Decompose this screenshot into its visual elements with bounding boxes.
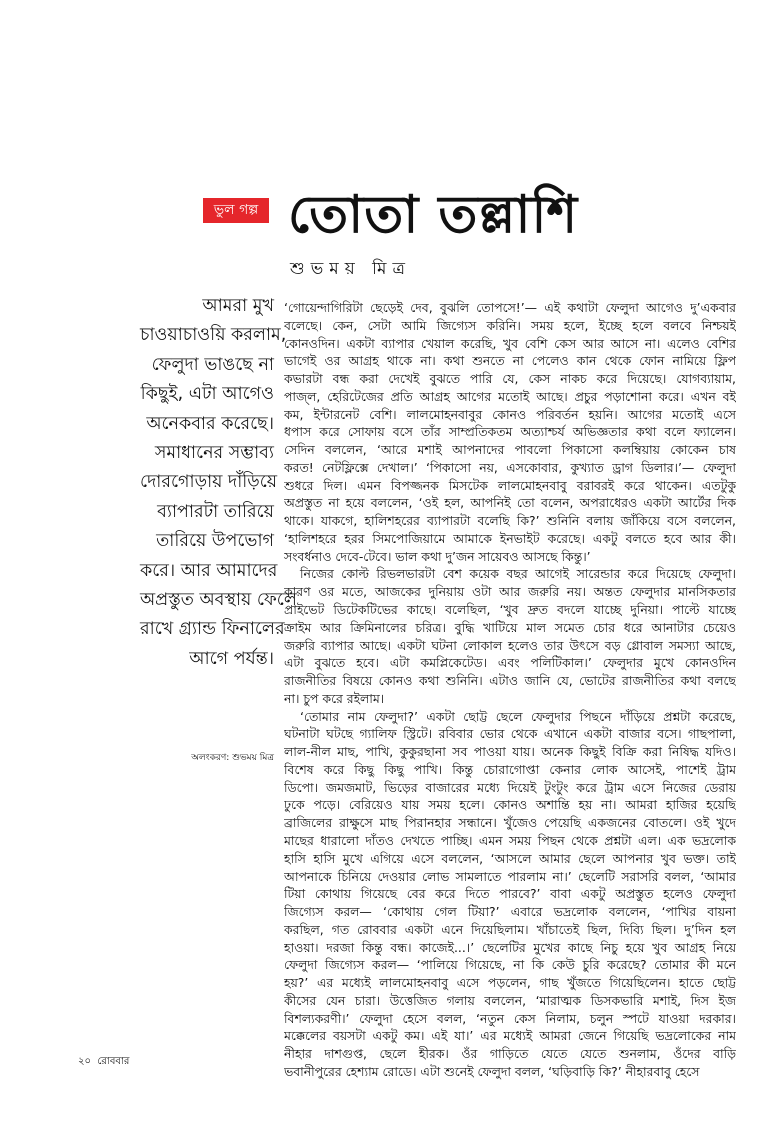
text-line: ‘তোমার নাম ফেলুদা?’ একটা ছোট্ট ছেলে ফেলুদার পিছনে দাঁড়িয়ে প্রশ্নটা করেছে, [300,708,736,724]
text-line: রাজনীতির বিষয়ে কোনও কথা শুনিনি। এটাও জানি যে, ভোটের রাজনীতির কথা বলছে [284,673,736,689]
text-line: ডিপো। জমজমাট, ভিড়ের বাজারের মধ্যে দিয়েই টুংটুং করে ট্রাম এসে নিজের ডেরায় [284,779,736,795]
text-line: ঢুকে পড়ে। বেরিয়েও যায় সময় হলে। কোনও অশান্তি হয় না। আমরা হাজির হয়েছি [284,797,736,813]
text-line: ভাগেই ওর আগ্রহ থাকে না। কথা শুনতে না পেলেও কান থেকে ফোন নামিয়ে ফ্লিপ [284,353,736,369]
pull-quote [140,292,297,674]
pull-quote-line: ব্যাপারটা তারিয়ে [157,501,274,522]
text-line: মক্কেলের বয়সটা একটু কম। এই যা।’ এর মধ্যেই আমরা জেনে গিয়েছি ভদ্রলোকের নাম [284,1028,736,1044]
text-line: পাজ্‌ল, হেরিটেজের প্রতি আগ্রহ আগের মতোই আছে। প্রচুর পড়াশোনা করে। এখন বই [284,388,736,404]
text-line: কারণ ওর মতে, আজকের দুনিয়ায় ওটা আর জরুরি নয়। অন্তত ফেলুদার মানসিকতার [284,584,736,600]
text-line: টিয়া কোথায় গিয়েছে বের করে দিতে পারবে?’ বাবা একটু অপ্রস্তুত হলেও ফেলুদা [284,886,736,902]
text-line: না। চুপ করে রইলাম। [284,690,385,706]
article-body [284,299,736,1081]
text-line: এটা বুঝতে হবে। এটা কমপ্লিকেটেড। এবং পলিটিকাল।’ ফেলুদার মুখে কোনওদিন [284,655,736,671]
text-line: কম, ইন্টারনেট বেশি। লালমোহনবাবুর কোনও পরিবর্তন হয়নি। আগের মতোই এসে [284,406,736,422]
paragraph [284,708,736,1081]
pull-quote-line: চাওয়াচাওয়ি করলাম, [140,325,287,346]
pull-quote-line: আগে পর্যন্ত। [189,648,274,669]
story-title: তোতা তল্লাশি [288,185,579,245]
text-line: নীহার দাশগুপ্ত, ছেলে হীরক। ওঁর গাড়িতে যেতে যেতে শুনলাম, ওঁদের বাড়ি [284,1046,736,1062]
text-line: করছিল, গত রোববার একটা এনে দিয়েছিলাম। খাঁচাতেই ছিল, দিব্যি ছিল। দু’দিন হল [284,921,736,937]
text-line: হাওয়া। দরজা কিন্তু বন্ধ। কাজেই...।’ ছেলেটির মুখের কাছে নিচু হয়ে খুব আগ্রহ নিয়ে [284,939,736,955]
section-badge: ভুল গল্প [203,198,269,223]
text-line: লাল-নীল মাছ, পাখি, কুকুরছানা সব পাওয়া যায়। অনেক কিছুই বিক্রি করা নিষিদ্ধ যদিও। [284,744,736,760]
pull-quote-line: করে। আর আমাদের [140,560,278,581]
pull-quote-line: সমাধানের সম্ভাব্য [154,443,274,464]
text-line: জরুরি ব্যাপার আছে। একটা ঘটনা লোকাল হলেও তার উৎসে বড় গ্লোবাল সমস্যা আছে, [284,637,736,653]
text-line: সংবর্ধনাও দেবে-টেবে। ভাল কথা দু’জন সায়েবও আসছে কিন্তু।’ [284,548,591,564]
author-byline: শুভময় মিত্র [290,259,411,279]
text-line: জিগ্যেস করল— ‘কোথায় গেল টিয়া?’ এবারে ভদ্রলোক বললেন, ‘পাখির বায়না [284,904,736,920]
pull-quote-line: অপ্রস্তুত অবস্থায় ফেলে [140,590,297,611]
magazine-name: রোববার [97,1056,130,1067]
text-line: ঘটনাটা ঘটছে গ্যালিফ স্ট্রিটে। রবিবার ভোর থেকে এখানে একটা বাজার বসে। গাছপালা, [284,726,736,742]
text-line: মাছের ধারালো দাঁতও দেখতে পাচ্ছি। এমন সময় পিছন থেকে প্রশ্নটা এল। এক ভদ্রলোক [284,832,736,848]
text-line: বিশল্যকরণী।’ ফেলুদা হেসে বলল, ‘নতুন কেস নিলাম, চলুন স্পটে যাওয়া দরকার। [284,1010,736,1026]
text-line: কীসের যেন চারা। উত্তেজিত গলায় বললেন, ‘মারাত্মক ডিসকভারি মশাই, দিস ইজ [284,992,736,1008]
pull-quote-line: আমরা মুখ [202,296,274,316]
text-line: অপ্রস্তুত না হয়ে বললেন, ‘ওই হল, আপনিই তো বলেন, অপরাধেরও একটা আর্টের দিক [284,495,736,511]
text-line: কোনওদিন। একটা ব্যাপার খেয়াল করেছি, খুব বেশি কেস আর আসে না। এলেও বেশির [284,335,736,351]
text-line: ধপাস করে সোফায় বসে তাঁর সাম্প্রতিকতম অত্যাশ্চর্য অভিজ্ঞতার কথা বলে ফ্যালেন। [284,424,736,440]
pull-quote-line: ফেলুদা ভাঙছে না [151,354,274,375]
text-line: নিজের কোল্ট রিভলভারটা বেশ কয়েক বছর আগেই সারেন্ডার করে দিয়েছে ফেলুদা। [300,566,736,582]
text-line: আপনাকে চিনিয়ে দেওয়ার লোভ সামলাতে পারলাম না।’ ছেলেটি সরাসরি বলল, ‘আমার [284,868,736,884]
illustration-credit: অলংকরণ: শুভময় মিত্র [191,753,274,763]
text-line: হাসি হাসি মুখে এগিয়ে এসে বললেন, ‘আসলে আমার ছেলে আপনার খুব ভক্ত। তাই [284,850,736,866]
paragraph [284,299,736,565]
pull-quote-line: অনেকবার করেছে। [146,413,274,434]
text-line: থাকে। যাকগে, হালিশহরের ব্যাপারটা বলেছি কি?’ শুনিনি বলায় জাঁকিয়ে বসে বললেন, [284,513,736,529]
pull-quote-line: রাখে গ্র্যান্ড ফিনালের [140,619,285,640]
text-line: ভবানীপুরের হেশ্যাম রোডে। এটা শুনেই ফেলুদা বলল, ‘ঘড়িবাড়ি কি?’ নীহারবাবু হেসে [284,1063,700,1079]
text-line: কভারটা বন্ধ করা দেখেই বুঝতে পারি যে, কেস নাকচ করে দিয়েছে। যোগব্যায়াম, [284,371,736,387]
page-footer [78,1054,129,1071]
text-line: ফেলুদা জিগ্যেস করল— ‘পালিয়ে গিয়েছে, না কি কেউ চুরি করেছে? তোমার কী মনে [284,957,736,973]
text-line: ‘হালিশহরে হরর সিমপোজিয়ামে আমাকে ইনভাইট করেছে। একটু বলতে হবে আর কী। [284,530,736,546]
text-line: ক্রাইম আর ক্রিমিনালের চরিত্র। বুদ্ধি খাটিয়ে মাল সমেত চোর ধরে আনাটার চেয়েও [284,619,736,635]
text-line: প্রাইভেট ডিটেকটিভের কাছে। বলেছিল, ‘খুব দ্রুত বদলে যাচ্ছে দুনিয়া। পাল্টে যাচ্ছে [284,602,736,618]
text-line: সেদিন বললেন, ‘আরে মশাই আপনাদের পাবলো পিকাসো কলম্বিয়ায় কোকেন চাষ [284,442,736,458]
text-line: শুধরে দিল। এমন বিপজ্জনক মিসটেক লালমোহনবাবু বরাবরই করে থাকেন। এতটুকু [284,477,736,493]
pull-quote-line: কিছুই, এটা আগেও [140,384,274,405]
paragraph [284,565,736,707]
text-line: করত! নেটফ্লিক্সে দেখাল।’ ‘পিকাসো নয়, এসকোবার, কুখ্যাত ড্রাগ ডিলার।’— ফেলুদা [284,459,736,475]
text-line: ‘গোয়েন্দাগিরিটা ছেড়েই দেব, বুঝলি তোপসে!’— এই কথাটা ফেলুদা আগেও দু’একবার [284,300,736,315]
text-line: হয়?’ এর মধ্যেই লালমোহনবাবু এসে পড়লেন, গাছ খুঁজতে গিয়েছিলেন। হাতে ছোট্ট [284,975,736,991]
pull-quote-line: তারিয়ে উপভোগ [156,531,274,552]
page-number: ২০ [78,1056,92,1067]
text-line: বিশেষ করে কিছু কিছু পাখি। কিন্তু চোরাগোপ্তা কেনার লোক আসেই, পাশেই ট্রাম [284,761,736,777]
text-line: বলেছে। কেন, সেটা আমি জিগ্যেস করিনি। সময় হলে, ইচ্ছে হলে বলবে নিশ্চয়ই [284,317,736,333]
text-line: ব্রাজিলের রাক্ষুসে মাছ পিরানহার সন্ধানে। খুঁজেও পেয়েছি একজনের বোতলে। ওই খুদে [284,815,736,831]
pull-quote-line: দোরগোড়ায় দাঁড়িয়ে [140,472,278,493]
